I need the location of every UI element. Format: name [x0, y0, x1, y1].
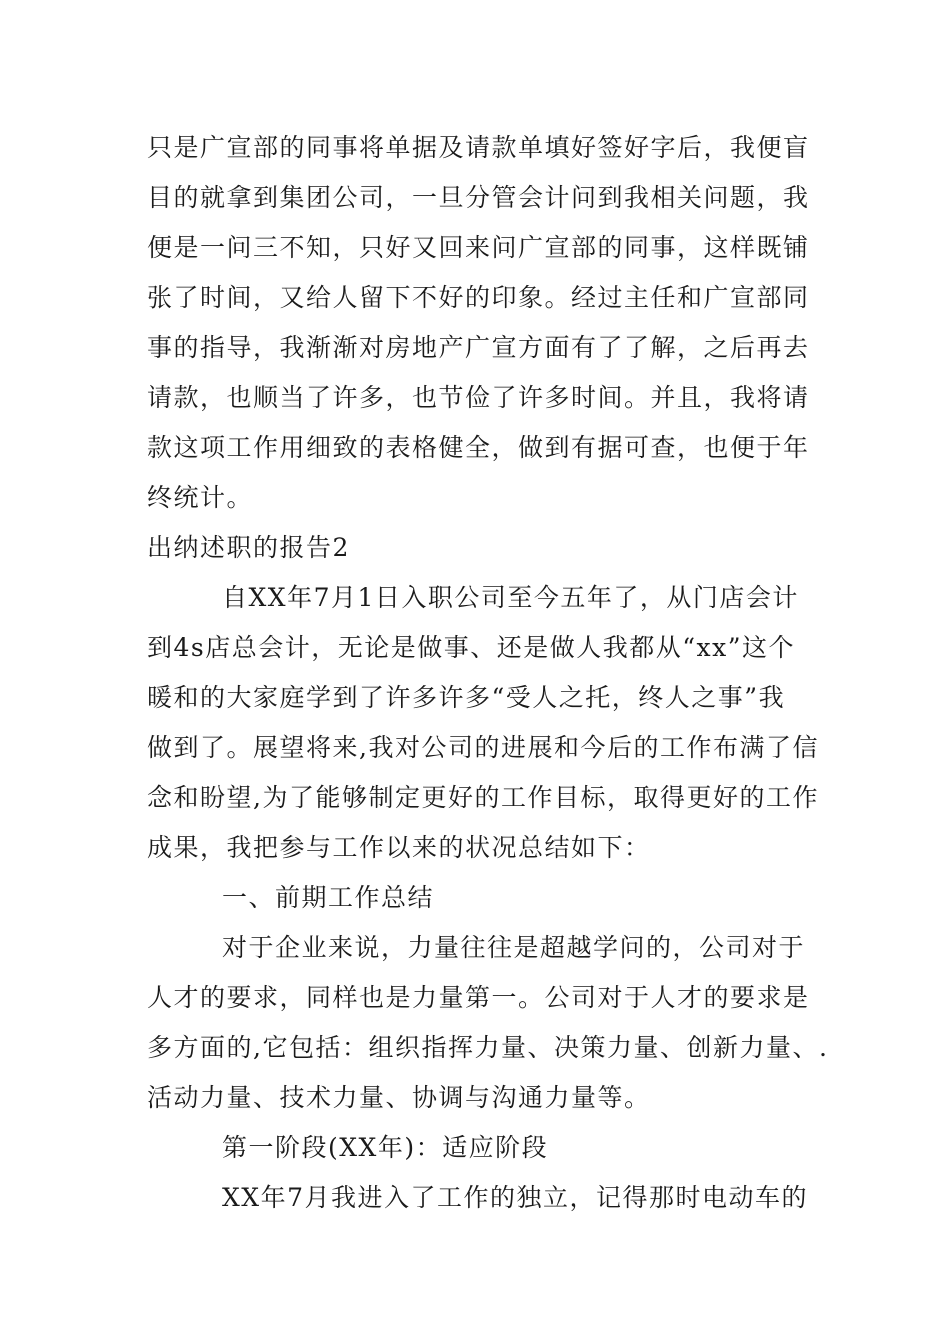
paragraph-line: 多方面的,它包括：组织指挥力量、决策力量、创新力量、.: [147, 1033, 829, 1062]
paragraph-line: 到4s店总会计，无论是做事、还是做人我都从“xx”这个: [147, 633, 795, 662]
subsection-heading: 一、前期工作总结: [222, 883, 435, 912]
paragraph-line: 终统计。: [147, 483, 254, 512]
paragraph-line: 做到了。展望将来,我对公司的进展和今后的工作布满了信: [147, 733, 819, 762]
paragraph-line: 人才的要求，同样也是力量第一。公司对于人才的要求是: [147, 983, 810, 1012]
paragraph-line: 活动力量、技术力量、协调与沟通力量等。: [147, 1083, 651, 1112]
paragraph-line: 暖和的大家庭学到了许多许多“受人之托，终人之事”我: [147, 683, 786, 712]
paragraph-line: 成果，我把参与工作以来的状况总结如下：: [147, 833, 651, 862]
paragraph-line: 自XX年7月1日入职公司至今五年了，从门店会计: [222, 583, 799, 612]
paragraph-line: 念和盼望,为了能够制定更好的工作目标，取得更好的工作: [147, 783, 819, 812]
section-heading: 出纳述职的报告2: [147, 533, 350, 562]
paragraph-line: 请款，也顺当了许多，也节俭了许多时间。并且，我将请: [147, 383, 810, 412]
paragraph-line: XX年7月我进入了工作的独立，记得那时电动车的: [222, 1183, 809, 1212]
paragraph-line: 对于企业来说，力量往往是超越学问的，公司对于: [222, 933, 806, 962]
paragraph-line: 只是广宣部的同事将单据及请款单填好签好字后，我便盲: [147, 133, 810, 162]
paragraph-line: 便是一问三不知，只好又回来问广宣部的同事，这样既铺: [147, 233, 810, 262]
paragraph-line: 张了时间，又给人留下不好的印象。经过主任和广宣部同: [147, 283, 810, 312]
paragraph-line: 目的就拿到集团公司，一旦分管会计问到我相关问题，我: [147, 183, 810, 212]
stage-heading: 第一阶段(XX年)：适应阶段: [222, 1133, 549, 1162]
paragraph-line: 事的指导，我渐渐对房地产广宣方面有了了解，之后再去: [147, 333, 810, 362]
paragraph-line: 款这项工作用细致的表格健全，做到有据可查，也便于年: [147, 433, 810, 462]
